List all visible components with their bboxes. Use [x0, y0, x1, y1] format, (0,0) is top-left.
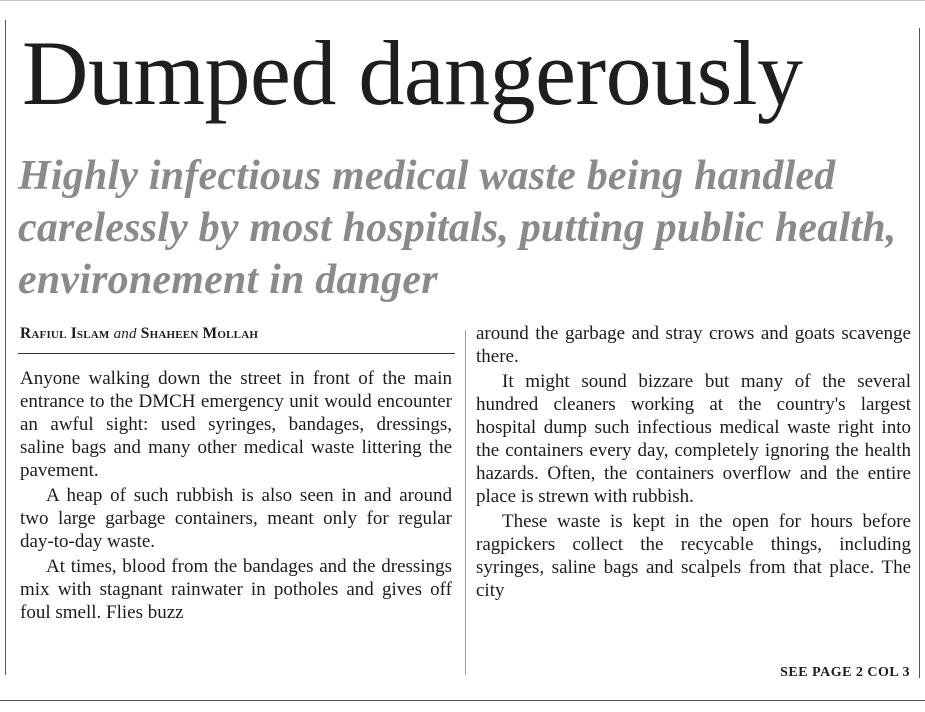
- byline-rule: [18, 353, 455, 354]
- byline: [20, 324, 455, 344]
- article-column-1: [20, 367, 452, 626]
- paragraph: These waste is kept in the open for hours before ragpickers collect the recycable things, including syringes, saline bags and scalpels from that place. The city: [476, 511, 911, 601]
- frame-bottom-line: [0, 700, 925, 701]
- paragraph: It might sound bizzare but many of the several hundred cleaners working at the country's largest hospital dump such infectious medical waste right into the containers every day, completely ignoring the health hazards. Often, the containers overflow and the entire place is strewn with rubbish.: [476, 371, 911, 507]
- column-divider: [465, 330, 466, 675]
- subheadline: Highly infectious medical waste being handled carelessly by most hospitals, putting public health, environement in danger: [18, 153, 897, 303]
- frame-left-line: [5, 20, 6, 675]
- paragraph: around the garbage and stray crows and goats scavenge there.: [476, 323, 911, 367]
- frame-top-line: [0, 0, 925, 1]
- headline: Dumped dangerously: [22, 22, 803, 124]
- continuation-reference: SEE PAGE 2 COL 3: [780, 665, 910, 680]
- byline-author-1: Rafiul Islam: [20, 325, 110, 342]
- byline-conjunction: and: [113, 326, 137, 342]
- paragraph: Anyone walking down the street in front of the main entrance to the DMCH emergency unit would encounter an awful sight: used syringes, bandages, dressings, saline bags and many other medical waste littering the pavement.: [20, 368, 452, 481]
- byline-author-2: Shaheen Mollah: [140, 325, 259, 342]
- frame-right-line: [919, 28, 920, 678]
- paragraph: A heap of such rubbish is also seen in and around two large garbage containers, meant only for regular day-to-day waste.: [20, 485, 452, 552]
- paragraph: At times, blood from the bandages and the dressings mix with stagnant rainwater in potholes and gives off foul smell. Flies buzz: [20, 556, 452, 623]
- article-column-2: [476, 322, 911, 604]
